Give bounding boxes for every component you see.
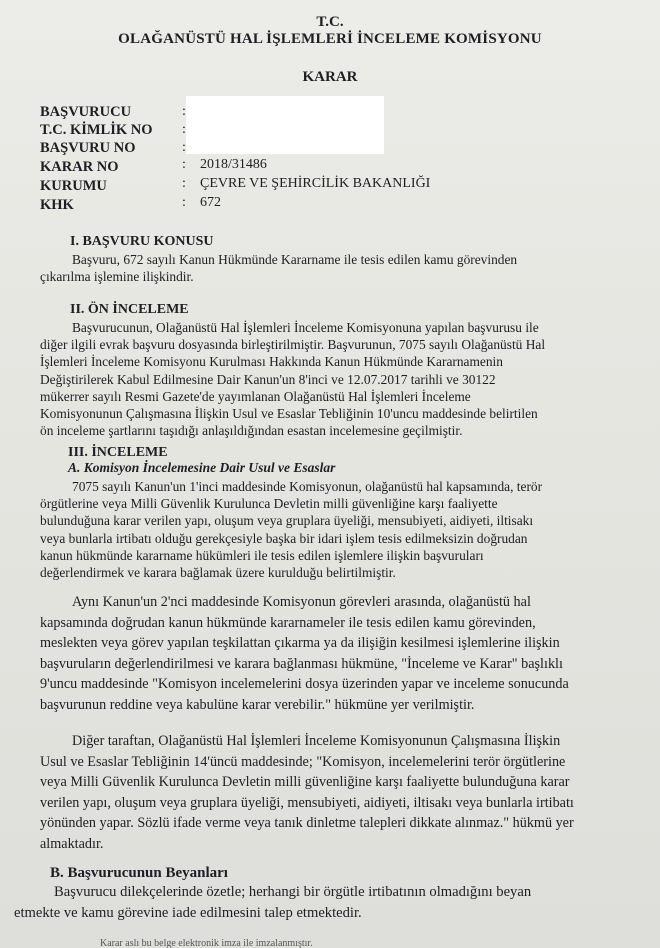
section-3b-body — [14, 882, 639, 924]
section-1-body — [40, 251, 625, 285]
section-2-line: İşlemleri İnceleme Komisyonu Kurulması Hakkında Kanun Hükmünde Kararnamenin — [40, 354, 503, 370]
header-tc: T.C. — [316, 14, 344, 30]
kurumu-value: ÇEVRE VE ŞEHİRCİLİK BAKANLIĞI — [200, 176, 431, 191]
document-type-title: KARAR — [302, 69, 358, 85]
section-2-line: Komisyonunun Çalışmasına İlişkin Usul ve Esaslar Tebliğinin 10'uncu maddesinde belirtilen — [40, 406, 538, 422]
paragraph-line: Diğer taraftan, Olağanüstü Hal İşlemleri İnceleme Komisyonunun Çalışmasına İlişkin — [72, 733, 561, 749]
basvurucu-colon: : — [182, 104, 186, 119]
tc-kimlik-colon: : — [182, 122, 186, 137]
section-3a-paragraph-2 — [40, 592, 625, 715]
paragraph-line: başvurunun reddine veya kabulüne karar verebilir." hükmüne yer verilmiştir. — [40, 696, 475, 713]
section-2-line: diğer ilgili evrak başvuru dosyasında birleştirilmiştir. Başvurunun, 7075 sayılı Olağanüstü Hal — [40, 337, 546, 353]
paragraph-line: verilen yapı, oluşum veya gruplara üyeliği, mensubiyeti, aidiyeti, iltisakı veya bunlarla irtibatı — [40, 794, 574, 811]
paragraph-line: Aynı Kanun'un 2'nci maddesinde Komisyonun görevleri arasında, olağanüstü hal — [72, 594, 531, 610]
paragraph-line: örgütlerine veya Milli Güvenlik Kurulunca Devletin milli güvenliğine karşı faaliyette — [40, 496, 498, 512]
khk-colon: : — [182, 195, 186, 210]
karar-no-colon: : — [182, 157, 186, 172]
khk-label: KHK — [40, 197, 74, 213]
section-2-title: II. ÖN İNCELEME — [70, 302, 189, 317]
section-3a-paragraph-1 — [40, 478, 625, 581]
kurumu-label: KURUMU — [40, 178, 107, 194]
section-2-line: Değiştirilerek Kabul Edilmesine Dair Kanun'un 8'inci ve 12.07.2017 tarihli ve 30122 — [40, 371, 496, 387]
kurumu-colon: : — [182, 176, 186, 191]
section-2-line: mükerrer sayılı Resmi Gazete'de yayımlanan Olağanüstü Hal İşlemleri İnceleme — [40, 388, 471, 404]
basvuru-no-label: BAŞVURU NO — [40, 140, 136, 156]
khk-value: 672 — [200, 195, 221, 210]
karar-no-label: KARAR NO — [40, 159, 119, 175]
section-2-body — [40, 319, 625, 439]
header-organization: OLAĞANÜSTÜ HAL İŞLEMLERİ İNCELEME KOMİSYONU — [118, 31, 542, 47]
paragraph-line: almaktadır. — [40, 835, 104, 852]
tc-kimlik-label: T.C. KİMLİK NO — [40, 122, 153, 138]
paragraph-line: değerlendirmek ve karara bağlamak üzere kurulduğu belirtilmiştir. — [40, 565, 396, 581]
paragraph-line: bulunduğuna karar verilen yapı, oluşum veya gruplara üyeliği, mensubiyeti, aidiyeti, iltisakı — [40, 513, 534, 529]
paragraph-line: Başvurucu dilekçelerinde özetle; herhangi bir örgütle irtibatının olmadığını beyan — [54, 884, 532, 900]
paragraph-line: 7075 sayılı Kanun'un 1'inci maddesinde Komisyonun, olağanüstü hal kapsamında, terör — [72, 479, 543, 494]
section-2-line: ön inceleme şartlarını taşıdığı anlaşıldığından esastan incelemesine geçilmiştir. — [40, 423, 463, 439]
paragraph-line: meslekten veya görev yapılan teşkilattan çıkarma ya da ilişiğin kesilmesi işlemlerine ilişkin — [40, 635, 560, 651]
paragraph-line: başvuruların değerlendirilmesi ve karara bağlanması hükmüne, "İnceleme ve Karar" başlıklı — [40, 655, 563, 672]
section-1-line: çıkarılma işlemine ilişkindir. — [40, 269, 194, 285]
paragraph-line: yönünden yapar. Sözlü ifade verme veya tanık dinletme talepleri dikkate alınmaz." hükmü yer — [40, 815, 574, 831]
paragraph-line: veya bunlarla irtibatı olduğu gerekçesiyle başka bir idari işlem tesis edilmeksizin doğrudan — [40, 530, 528, 546]
paragraph-line: 9'uncu maddesinde "Komisyon incelemelerini dosya üzerinden yapar ve inceleme sonucunda — [40, 676, 569, 692]
section-1-line: Başvuru, 672 sayılı Kanun Hükmünde Kararname ile tesis edilen kamu görevinden — [72, 252, 518, 267]
section-3a-title: A. Komisyon İncelemesine Dair Usul ve Esaslar — [68, 460, 336, 475]
karar-no-value: 2018/31486 — [200, 157, 267, 172]
section-3b-title: B. Başvurucunun Beyanları — [50, 865, 228, 881]
section-2-line: Başvurucunun, Olağanüstü Hal İşlemleri İnceleme Komisyonuna yapılan başvurusu ile — [72, 320, 539, 335]
paragraph-line: veya Milli Güvenlik Kurulunca Devletin milli güvenliğine karşı faaliyette bulunduğuna karar — [40, 774, 570, 790]
paragraph-line: kapsamında doğrudan kanun hükmünde kararnameler ile tesis edilen kamu görevinden, — [40, 614, 536, 631]
section-1-title: I. BAŞVURU KONUSU — [70, 234, 214, 249]
paragraph-line: etmekte ve kamu görevine iade edilmesini talep etmektedir. — [14, 905, 362, 921]
basvurucu-label: BAŞVURUCU — [40, 104, 132, 120]
footer-note: Karar aslı bu belge elektronik imza ile imzalanmıştır. — [100, 938, 313, 948]
section-3-title: III. İNCELEME — [68, 445, 168, 460]
redaction-box — [186, 96, 384, 154]
section-3a-paragraph-3 — [40, 731, 625, 854]
paragraph-line: Usul ve Esaslar Tebliğinin 14'üncü maddesinde; "Komisyon, incelemelerini terör örgütlerine — [40, 753, 566, 770]
basvuru-no-colon: : — [182, 140, 186, 155]
paragraph-line: kanun hükmünde kararname hükümleri ile tesis edilen işlemlere ilişkin başvuruları — [40, 547, 484, 563]
